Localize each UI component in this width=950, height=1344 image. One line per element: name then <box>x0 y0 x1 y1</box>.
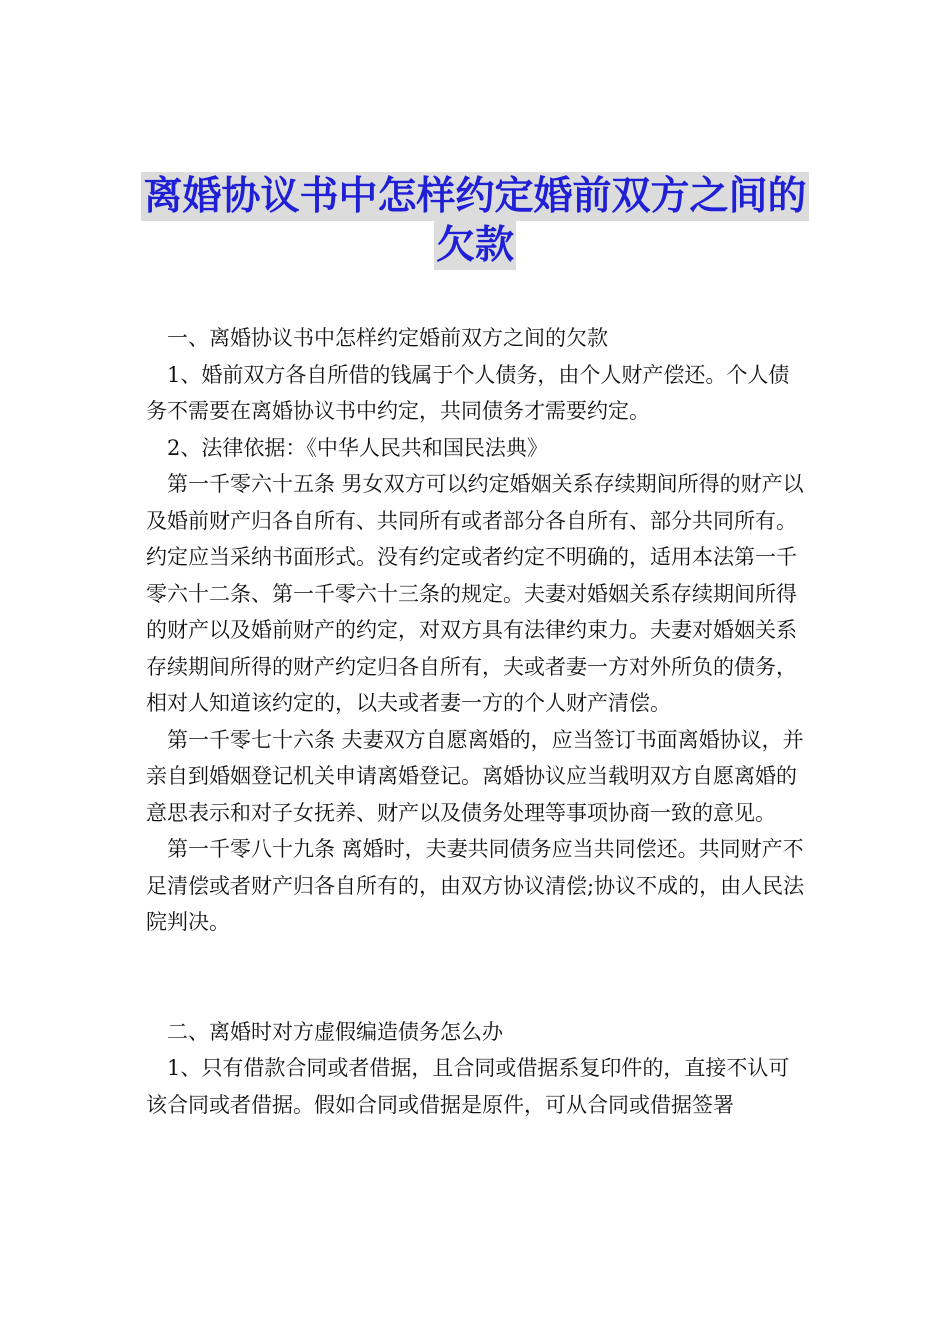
article-1076-paragraph: 第一千零七十六条 夫妻双方自愿离婚的，应当签订书面离婚协议，并亲自到婚姻登记机关申请离婚登记。离婚协议应当载明双方自愿离婚的意思表示和对子女抚养、财产以及债务处理等事项协商一致的意见。 <box>146 727 804 825</box>
section-1-heading: 一、离婚协议书中怎样约定婚前双方之间的欠款 <box>167 326 608 350</box>
article-1089-paragraph: 第一千零八十九条 离婚时，夫妻共同债务应当共同偿还。共同财产不足清偿或者财产归各自所有的，由双方协议清偿;协议不成的，由人民法院判决。 <box>146 837 805 934</box>
document-title <box>0 172 950 270</box>
section-1-paragraph-2: 2、法律依据：《中华人民共和国民法典》 <box>167 435 548 460</box>
title-line-1: 离婚协议书中怎样约定婚前双方之间的 <box>143 174 807 219</box>
section-2-paragraph-1: 1、只有借款合同或者借据，且合同或借据系复印件的，直接不认可该合同或者借据。假如合同或借据是原件，可从合同或借据签署 <box>146 1056 790 1117</box>
section-1-paragraph-1: 1、婚前双方各自所借的钱属于个人债务，由个人财产偿还。个人债务不需要在离婚协议书中约定，共同债务才需要约定。 <box>146 362 790 423</box>
document-body <box>146 320 808 1123</box>
section-2-heading: 二、离婚时对方虚假编造债务怎么办 <box>167 1019 503 1044</box>
section-spacer <box>146 941 808 1014</box>
article-1065-paragraph: 第一千零六十五条 男女双方可以约定婚姻关系存续期间所得的财产以及婚前财产归各自所有、共同所有或者部分各自所有、部分共同所有。约定应当采纳书面形式。没有约定或者约定不明确的，适用本法第一千零六十二条、第一千零六十三条的规定。夫妻对婚姻关系存续期间所得的财产以及婚前财产的约定，对双方具有法律约束力。夫妻对婚姻关系存续期间所得的财产约定归各自所有，夫或者妻一方对外所负的债务，相对人知道该约定的，以夫或者妻一方的个人财产清偿。 <box>146 472 804 715</box>
title-line-2: 欠款 <box>435 223 514 268</box>
